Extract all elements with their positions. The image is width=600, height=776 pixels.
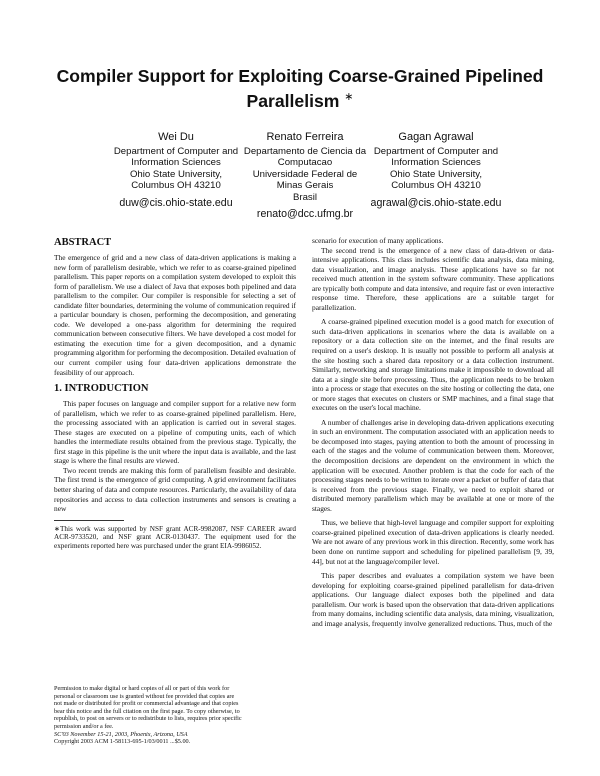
author-affiliation-line: Department of Computer and [373,146,499,157]
author-affiliation-line: Ohio State University, [129,168,223,180]
permission-line: personal or classroom use is granted without fee provided that copies are [54,692,235,700]
left-column [54,236,296,551]
right-column [312,236,554,628]
author-email: duw@cis.ohio-state.edu [119,196,233,209]
author-name: Renato Ferreira [266,131,344,143]
permission-line: bear this notice and the full citation on the first page. To copy otherwise, to [54,707,240,715]
body-paragraph: A coarse-grained pipelined execution model is a good match for execution of such data-driven applications in scenarios where the data is available on a repository or a data collection site on the internet, and the final results are required on a user's desktop. It is usually not possible to perform all analysis at the site hosting such a shared data repository or a data collection instrument. Similarly, networking and storage limitations make it impossible to download all data at a single site before processing. Thus, the application needs to be broken into a process or stage that executes on the site hosting or collecting the data, one or more stages that executes on clusters or SMP machines, and a final stage that executes on the user's local machine. [312,317,554,413]
author-affiliation-line: Brasil [293,191,317,203]
body-paragraph: The second trend is the emergence of a new class of data-driven or data-intensive applications. This class includes scientific data analysis, data mining, data visualization, and image analysis. These applications have so far not received much attention in the system software community. These applications are typically both compute and data intensive, and require fast or even interactive response time. Therefore, these applications are a suitable target for parallelization. [312,245,554,312]
paper-title [40,66,560,112]
copyright-line: Copyright 2003 ACM 1-58113-695-1/03/0011 ...$5.00. [54,738,191,746]
author-affiliation-line: Columbus OH 43210 [131,180,221,192]
abstract-heading: ABSTRACT [54,237,112,248]
author-affiliation-line: Departamento de Ciencia da [243,146,367,157]
author-affiliation-line: Ohio State University, [389,168,483,180]
author-affiliation-line: Information Sciences [131,157,221,169]
title-line-1: Compiler Support for Exploiting Coarse-Grained Pipelined [56,66,544,86]
funding-footnote: ∗This work was supported by NSF grant ACR-9982087, NSF CAREER award ACR-9733520, and NSF grant ACR-0130437. The equipment used for the experiments reported here was purchased under the grant EIA-9986052. [54,524,296,551]
author-affiliation-line: Information Sciences [391,157,481,169]
author-email: renato@dcc.ufmg.br [256,208,354,221]
permission-line: permission and/or a fee. [54,722,114,730]
body-paragraph: A number of challenges arise in developing data-driven applications executing in such an environment. The computation associated with an application needs to be decomposed into stages, paying attention to both the amount of processing in each of the stages and the volume of communication between them. Moreover, the decomposition decisions are dependent on the environment in which the application will be executed. Another problem is that the code for each of the processing stages needs to be written to iterate over a packet or buffer of data that is received from the previous stage. Finally, we need to exploit shared or distributed memory parallelism which may be available at one or more of the stages. [312,417,554,513]
footnote-rule [54,520,124,521]
author-name: Wei Du [158,131,194,143]
abstract-text: The emergence of grid and a new class of data-driven applications is making a new form of parallelism desirable, which we refer to as coarse-grained pipelined parallelism. This paper reports on a compilation system developed to exploit this form of parallelism. We use a dialect of Java that exposes both pipelined and data parallelism to the compiler. Our compiler is responsible for selecting a set of candidate filter boundaries, determining the volume of communication required if a particular boundary is chosen, performing the decomposition, and generating code. We developed a one-pass algorithm for determining the required communication between consecutive filters. We have developed a cost model for estimating the execution time for a given decomposition, and a dynamic programming algorithm for performing the decomposition. Detailed evaluation of our current compiler using four data-driven applications demonstrate the feasibility of our approach. [54,253,296,377]
permission-line: republish, to post on servers or to redistribute to lists, requires prior specific [54,715,242,723]
author-affiliation-line: Minas Gerais [276,180,334,192]
permission-line: not made or distributed for profit or commercial advantage and that copies [54,700,239,708]
author-email: agrawal@cis.ohio-state.edu [370,196,502,209]
author-affiliation-line: Universidade Federal de [252,168,358,180]
body-paragraph: Thus, we believe that high-level language and compiler support for exploiting coarse-grained pipelined execution of data-driven applications is clearly needed. We are not aware of any previous work in this direction. Recently, some work has been done on runtime support and scheduling for pipelined parallelism [9, 39, 44], but not at the language/compiler level. [312,518,554,566]
author-affiliation-line: Computacao [277,157,333,169]
permission-notice [54,685,296,746]
intro-paragraph-2: Two recent trends are making this form of parallelism feasible and desirable. The first trend is the emergence of grid computing. A grid environment facilitates better sharing of data and compute resources. Particularly, the availability of data repositories and access to data collection instruments and sensors is creating a new [54,465,296,514]
introduction-heading: 1. INTRODUCTION [54,383,149,395]
body-paragraph: This paper describes and evaluates a compilation system we have been developing for exploiting coarse-grained pipelined parallelism for data-driven applications. Our language dialect exposes both the pipelined and data parallelism. Our work is based upon the observation that data-driven applications from many domains, including scientific data analysis, data mining, visualization, and image analysis, frequently involve generalized reductions. Thus, much of the [312,571,554,628]
author-name: Gagan Agrawal [398,131,474,143]
title-line-2: Parallelism [246,90,340,111]
author-block-3 [356,130,516,210]
intro-paragraph-1: This paper focuses on language and compiler support for a relative new form of parallelism, which we refer to as coarse-grained pipelined parallelism. Here, the processing associated with an application is carried out in several stages. These stages are executed on a pipeline of computing units, each of which handles the intermediate results obtained from the previous stage. Typically, the first stage in this pipeline is the unit where the input data is available, and the last stage is where the final results are viewed. [54,399,296,466]
venue-line: SC'03 November 15-21, 2003, Phoenix, Arizona, USA [54,730,188,738]
author-affiliation-line: Columbus OH 43210 [391,180,481,192]
title-footnote-mark: ∗ [344,91,354,103]
permission-line: Permission to make digital or hard copies of all or part of this work for [54,685,230,692]
author-affiliation-line: Department of Computer and [113,146,239,157]
continued-paragraph: scenario for execution of many applications. [312,236,444,245]
